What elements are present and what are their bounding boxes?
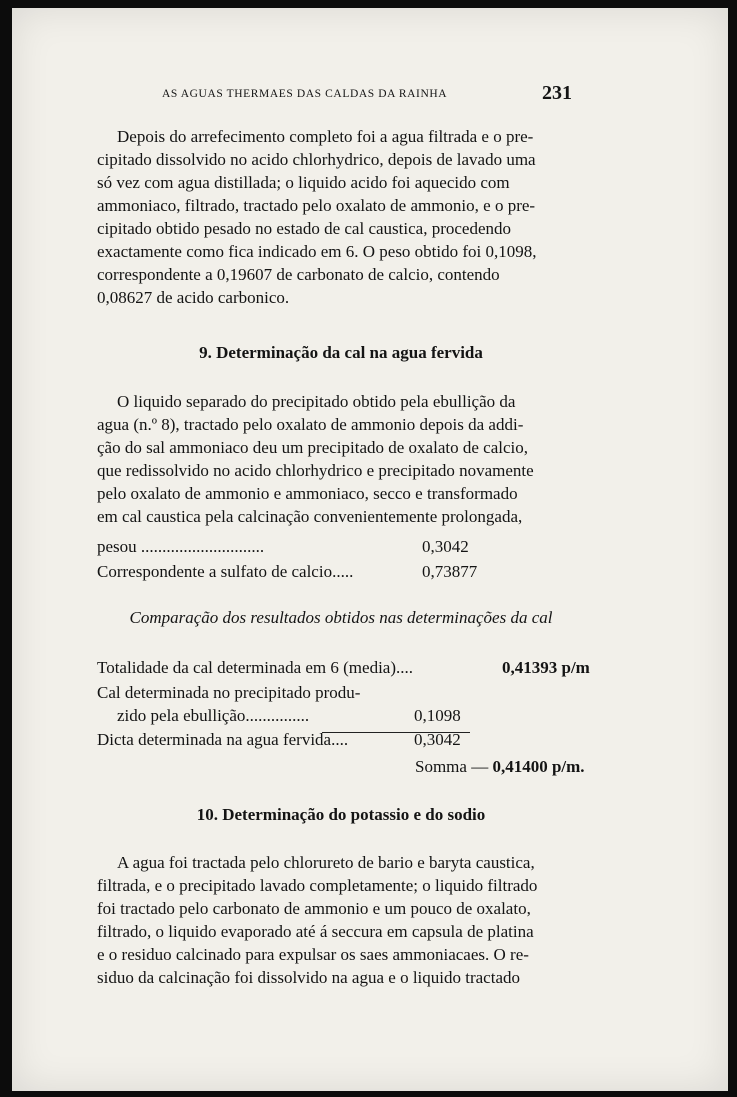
result-value: 0,3042: [422, 537, 469, 556]
total-value: 0,41393 p/m: [502, 658, 590, 677]
sum-value: 0,41400 p/m.: [492, 757, 585, 776]
text-line: filtrada, e o precipitado lavado completamente; o liquido filtrado: [97, 876, 538, 895]
row-label: zido pela ebullição...............: [117, 706, 310, 725]
text-line: cipitado obtido pesado no estado de cal caustica, procedendo: [97, 219, 511, 238]
sum-rule: [322, 732, 470, 733]
result-label: pesou .............................: [97, 537, 265, 556]
text-line: ção do sal ammoniaco deu um precipitado de oxalato de calcio,: [97, 438, 528, 457]
text-line: exactamente como fica indicado em 6. O peso obtido foi 0,1098,: [97, 242, 537, 261]
text-line: só vez com agua distillada; o liquido acido foi aquecido com: [97, 173, 510, 192]
result-weighed: [97, 535, 585, 558]
page-number: 231: [542, 82, 572, 104]
text-line: agua (n.º 8), tractado pelo oxalato de ammonio depois da addi-: [97, 415, 524, 434]
result-sulfate: [97, 560, 585, 583]
text-line: pelo oxalato de ammonio e ammoniaco, secco e transformado: [97, 484, 518, 503]
section-10-heading: 10. Determinação do potassio e do sodio: [196, 805, 486, 824]
sum-row: [415, 757, 585, 777]
text-line: siduo da calcinação foi dissolvido na agua e o liquido tractado: [97, 968, 520, 987]
row-value: 0,1098: [414, 706, 461, 725]
text-line: cipitado dissolvido no acido chlorhydrico, depois de lavado uma: [97, 150, 536, 169]
row-value: 0,3042: [414, 730, 461, 749]
text-line: filtrado, o liquido evaporado até á seccura em capsula de platina: [97, 922, 534, 941]
text-line: em cal caustica pela calcinação convenientemente prolongada,: [97, 507, 523, 526]
text-line: correspondente a 0,19607 de carbonato de calcio, contendo: [97, 265, 500, 284]
total-label: Totalidade da cal determinada em 6 (media)....: [97, 658, 414, 677]
text-line: foi tractado pelo carbonato de ammonio e um pouco de oxalato,: [97, 899, 531, 918]
result-label: Correspondente a sulfato de calcio.....: [97, 562, 354, 581]
row-label: Cal determinada no precipitado produ-: [97, 683, 361, 702]
comparison-caption: Comparação dos resultados obtidos nas determinações da cal: [129, 608, 553, 627]
section-9-heading: 9. Determinação da cal na agua fervida: [199, 343, 483, 362]
row-label: Dicta determinada na agua fervida....: [97, 730, 349, 749]
result-value: 0,73877: [422, 562, 478, 581]
text-line: ammoniaco, filtrado, tractado pelo oxalato de ammonio, e o pre-: [97, 196, 536, 215]
text-line: que redissolvido no acido chlorhydrico e precipitado novamente: [97, 461, 534, 480]
text-line: Depois do arrefecimento completo foi a agua filtrada e o pre-: [117, 127, 534, 146]
text-line: e o residuo calcinado para expulsar os saes ammoniacaes. O re-: [97, 945, 529, 964]
book-page: [12, 8, 728, 1091]
sum-label: Somma —: [415, 757, 489, 776]
running-title: AS AGUAS THERMAES DAS CALDAS DA RAINHA: [162, 88, 448, 100]
text-line: A agua foi tractada pelo chlorureto de bario e baryta caustica,: [117, 853, 535, 872]
text-line: O liquido separado do precipitado obtido pela ebullição da: [117, 392, 516, 411]
text-line: 0,08627 de acido carbonico.: [97, 288, 290, 307]
